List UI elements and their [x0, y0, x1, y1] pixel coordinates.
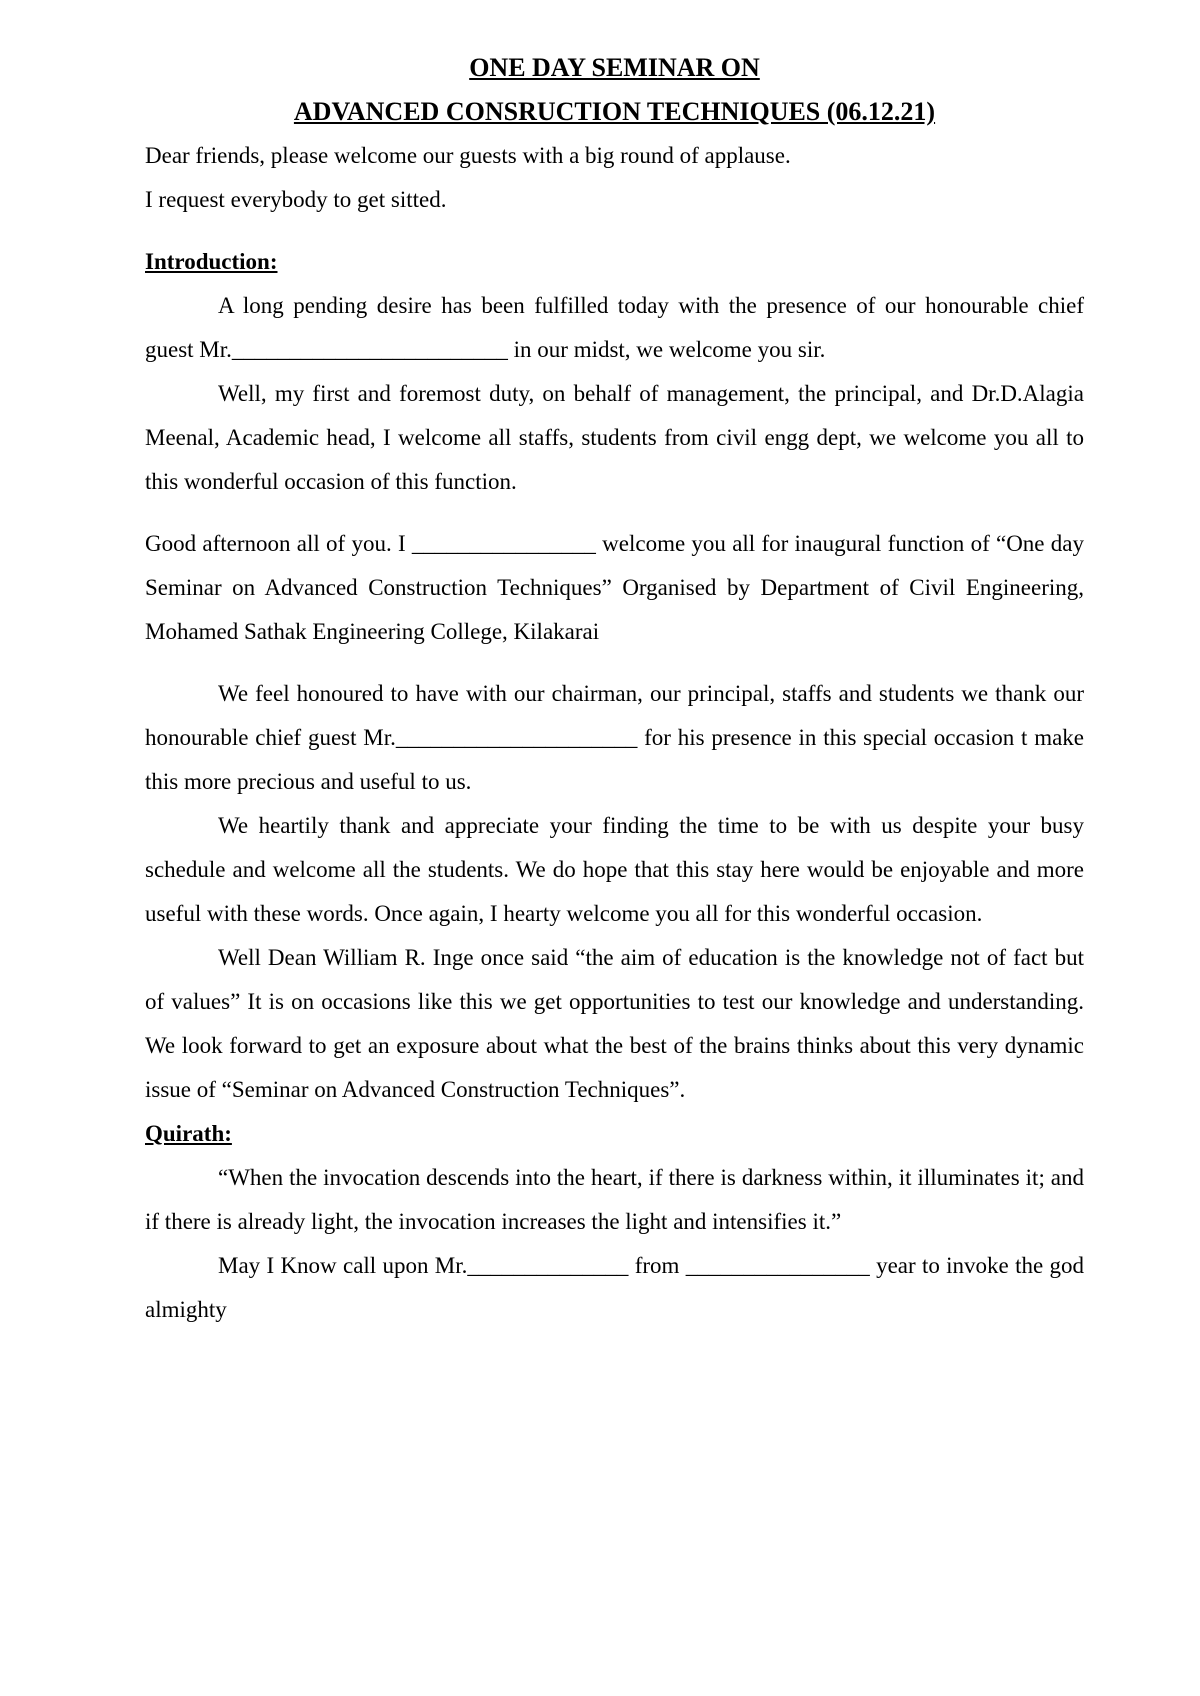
quirath-p2-text-mid: from: [628, 1253, 686, 1278]
quirath-p2-text-b: year to invoke the god almighty: [145, 1253, 1084, 1322]
quirath-paragraph-1: “When the invocation descends into the heart, if there is darkness within, it illuminates it; and if there is already light, the invocation increases the light and intensifies it.”: [145, 1165, 1084, 1234]
reciter-name-blank: ______________: [467, 1253, 629, 1278]
intro-paragraph-4: [145, 672, 1084, 804]
intro-paragraph-6: Well Dean William R. Inge once said “the aim of education is the knowledge not of fact but of values” It is on occasions like this we get opportunities to test our knowledge and understanding. We look forward to get an exposure about what the best of the brains thinks about this very dynamic issue of “Seminar on Advanced Construction Techniques”.: [145, 945, 1084, 1102]
chief-guest-blank-1: ________________________: [231, 337, 508, 362]
intro-paragraph-5: We heartily thank and appreciate your finding the time to be with us despite your busy schedule and welcome all the students. We do hope that this stay here would be enjoyable and more useful with these words. Once again, I hearty welcome you all for this wonderful occasion.: [145, 813, 1084, 926]
intro-paragraph-3: [145, 522, 1084, 654]
intro-paragraph-2: Well, my first and foremost duty, on behalf of management, the principal, and Dr.D.Alagia Meenal, Academic head, I welcome all staffs, students from civil engg dept, we welcome you all to this wonderful occasion of this function.: [145, 381, 1084, 494]
intro-p1-text-b: in our midst, we welcome you sir.: [507, 337, 826, 362]
reciter-year-blank: ________________: [685, 1253, 870, 1278]
document-title-line-1: ONE DAY SEMINAR ON: [469, 53, 760, 82]
quirath-paragraph-2: [145, 1244, 1084, 1332]
intro-p3-text-a: Good afternoon all of you. I: [145, 531, 412, 556]
document-title-line-2: ADVANCED CONSRUCTION TECHNIQUES (06.12.21): [293, 97, 936, 126]
intro-p3-text-b: welcome you all for inaugural function of “One day Seminar on Advanced Construction Techniques” Organised by Department of Civil Engineering, Mohamed Sathak Engineering College, Kilakarai: [145, 531, 1084, 644]
host-name-blank: ________________: [411, 531, 596, 556]
introduction-heading: Introduction:: [145, 249, 278, 274]
intro-paragraph-1: [145, 284, 1084, 372]
intro-p4-text-a: We feel honoured to have with our chairman, our principal, staffs and students we thank our honourable chief guest Mr.: [145, 681, 1084, 750]
chief-guest-blank-2: _____________________: [395, 725, 638, 750]
opening-line-1: Dear friends, please welcome our guests with a big round of applause.: [145, 143, 791, 168]
intro-p1-text-a: A long pending desire has been fulfilled today with the presence of our honourable chief guest Mr.: [145, 293, 1084, 362]
opening-line-2: I request everybody to get sitted.: [145, 187, 447, 212]
quirath-heading: Quirath:: [145, 1121, 232, 1146]
quirath-p2-text-a: May I Know call upon Mr.: [218, 1253, 468, 1278]
intro-p4-text-b: for his presence in this special occasion t make this more precious and useful to us.: [145, 725, 1084, 794]
